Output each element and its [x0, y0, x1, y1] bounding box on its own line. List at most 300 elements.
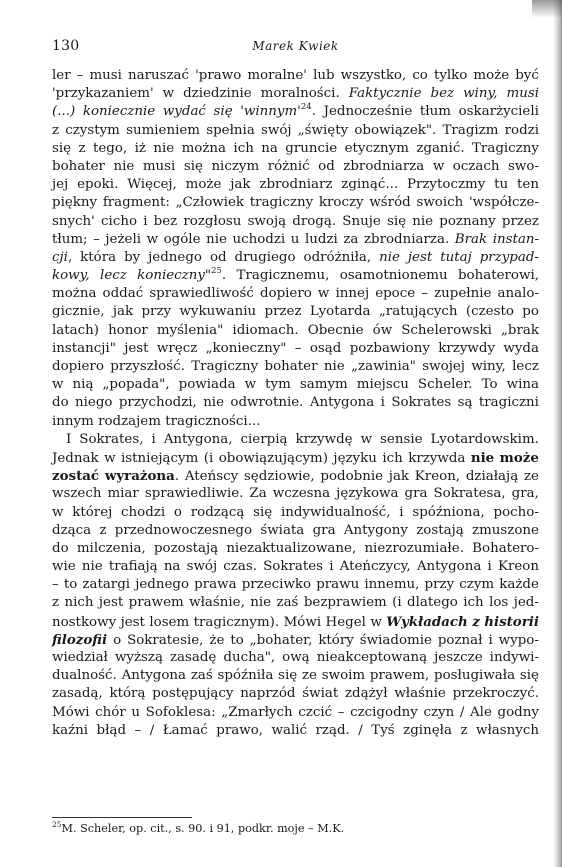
word-part: odróżniła, — [303, 249, 372, 265]
word — [459, 103, 539, 121]
word-part: przez — [264, 304, 302, 320]
text-line — [52, 613, 539, 631]
text-line — [52, 213, 539, 231]
word — [476, 722, 539, 740]
word-part: z — [78, 140, 86, 156]
word — [455, 231, 487, 249]
word — [191, 667, 213, 685]
word-part: by — [124, 249, 141, 265]
word — [52, 158, 105, 176]
word — [99, 522, 106, 540]
word — [163, 722, 208, 740]
word-part: językowa — [336, 486, 399, 502]
word-part: na — [163, 559, 181, 575]
word-part: prawem, — [369, 668, 430, 684]
word — [187, 558, 218, 576]
word-part: Tragiczny — [191, 359, 259, 374]
word — [472, 540, 539, 558]
word — [232, 322, 298, 340]
word-part: innym — [52, 413, 94, 429]
word — [209, 632, 224, 650]
text-line — [52, 413, 539, 431]
word-part: spóźniła — [217, 668, 274, 684]
word-part: i — [399, 504, 404, 520]
word — [119, 394, 197, 412]
word — [174, 504, 182, 522]
word-part: osąd — [309, 340, 342, 356]
word — [508, 158, 539, 176]
word — [351, 358, 416, 376]
word-part: trafiają — [108, 559, 158, 575]
word — [277, 594, 299, 612]
word — [52, 249, 72, 267]
word — [163, 103, 206, 121]
word — [499, 576, 539, 594]
word — [273, 485, 330, 503]
word-part: bohater — [264, 359, 318, 374]
text-line — [52, 122, 539, 140]
word-part: i — [487, 559, 492, 575]
word-part: może — [499, 449, 539, 466]
word-part: (...) — [52, 104, 76, 120]
word — [319, 194, 364, 212]
word — [203, 394, 224, 412]
word-part: zostać — [52, 468, 100, 485]
word-part: Za — [249, 486, 267, 502]
word — [417, 558, 481, 576]
word — [399, 504, 403, 522]
word — [105, 467, 179, 486]
word-part: musi — [142, 158, 176, 174]
word — [107, 485, 138, 503]
word — [232, 231, 285, 249]
word — [453, 158, 500, 176]
word — [373, 322, 393, 340]
word-part: się — [213, 104, 233, 120]
text-line — [52, 558, 539, 576]
word — [423, 704, 454, 722]
word-part: bohater — [52, 158, 105, 174]
word-part: gra — [404, 486, 428, 502]
word-part: gruncie — [285, 140, 338, 156]
word — [97, 722, 126, 740]
word-part: która — [80, 249, 117, 265]
word-part: bezprawiem — [303, 595, 387, 611]
word-part: ludzi — [304, 231, 338, 247]
word — [349, 85, 422, 103]
word — [226, 540, 356, 558]
word — [434, 667, 515, 685]
word — [219, 450, 328, 468]
word-part: postępujący — [152, 686, 234, 702]
word-part: u — [290, 231, 300, 247]
word-part: musi — [506, 86, 539, 102]
word-part: Antygony — [343, 522, 408, 538]
word — [472, 613, 480, 632]
word — [241, 431, 288, 449]
word-part: zasadę — [169, 650, 217, 665]
word-part: idiomach. — [232, 322, 299, 338]
word — [418, 376, 473, 394]
word-part: jest — [407, 249, 433, 265]
word — [364, 231, 449, 249]
word — [487, 558, 491, 576]
word-part: gra, — [511, 486, 539, 502]
word-part: że — [209, 632, 225, 648]
word-part: której — [72, 504, 113, 520]
word-part: czas. — [223, 559, 257, 575]
word-part: i — [143, 213, 148, 229]
word-part: Ateńczycy, — [339, 559, 411, 575]
text-line — [52, 67, 539, 85]
word — [379, 303, 458, 321]
word — [245, 376, 256, 394]
word — [77, 67, 84, 85]
word-part: honor — [108, 322, 148, 338]
word — [463, 594, 483, 612]
word — [204, 450, 214, 468]
word — [431, 85, 455, 103]
word — [52, 103, 75, 121]
word — [52, 540, 69, 558]
word-part: istniejącym — [121, 450, 199, 466]
word-part: instan- — [492, 231, 539, 247]
word-part: uchodzi — [232, 231, 286, 247]
word — [72, 504, 112, 522]
text-line — [52, 685, 539, 703]
word-part: Tragiczny — [472, 140, 539, 156]
word — [512, 358, 539, 376]
word — [52, 614, 116, 632]
word — [421, 285, 428, 303]
word-part: Więcej, — [127, 177, 177, 193]
word — [310, 340, 342, 358]
word-part: można — [181, 140, 226, 156]
word-part: sprawiedliwość — [149, 286, 254, 302]
word-part: w — [104, 450, 116, 466]
word — [317, 649, 427, 667]
word-part: przez — [501, 213, 539, 229]
word-part: z — [52, 122, 60, 138]
word-part: się — [386, 213, 407, 229]
word-part: właśnie — [394, 686, 446, 702]
word — [459, 576, 494, 594]
word-part: „Człowiek — [175, 195, 245, 211]
word-part: moralne' — [247, 68, 307, 83]
word-part: ler — [52, 68, 71, 83]
word-part: Jednocześnie — [323, 104, 413, 120]
word-part: oskarżycieli — [458, 104, 539, 120]
word — [250, 594, 271, 612]
word-part: w — [244, 377, 257, 393]
word-part: zginąć... — [341, 177, 399, 193]
word — [333, 450, 376, 468]
word-part: indywi- — [489, 650, 539, 665]
word — [52, 376, 63, 394]
word-part: prawu — [316, 577, 360, 593]
word-part: świata — [260, 522, 305, 538]
word-part: cicho — [101, 213, 138, 229]
word — [93, 140, 127, 158]
word — [260, 285, 312, 303]
text-line — [52, 358, 539, 376]
word — [281, 504, 391, 522]
text-line — [52, 394, 539, 412]
word — [282, 649, 310, 667]
word-part: się — [253, 504, 273, 520]
word — [433, 158, 444, 176]
word — [143, 158, 175, 176]
word-part: się — [278, 668, 298, 684]
word — [324, 358, 345, 376]
word — [221, 704, 292, 722]
word-part: chodzi — [121, 504, 166, 520]
word-part: Jednak — [52, 450, 99, 466]
word — [165, 413, 260, 431]
word — [318, 158, 335, 176]
word-part: niczym — [211, 158, 260, 174]
word — [151, 431, 155, 449]
word — [75, 394, 112, 412]
word — [326, 614, 366, 632]
word — [472, 522, 539, 540]
word — [473, 67, 509, 85]
word — [164, 431, 233, 449]
word-part: „bohater, — [249, 632, 313, 648]
word — [98, 413, 165, 431]
word — [498, 285, 539, 303]
word-part: ich — [382, 450, 403, 466]
word — [147, 231, 158, 249]
word-part: Tyś — [371, 722, 395, 738]
word-part: ogóle — [163, 231, 201, 247]
word — [308, 322, 364, 340]
word — [52, 631, 107, 650]
word — [79, 140, 86, 158]
word — [157, 340, 197, 358]
word-part: zganić. — [416, 140, 465, 156]
word-part: Antygona — [121, 668, 187, 684]
word — [453, 685, 539, 703]
word — [505, 122, 539, 140]
word — [310, 303, 371, 321]
word-part: niezaktualizowane, — [226, 540, 357, 556]
word-part: filozofii — [52, 631, 108, 648]
word-part: cierpią — [240, 431, 288, 447]
word — [52, 285, 96, 303]
word-part: są — [457, 395, 473, 411]
word-part: wszystko, — [340, 68, 407, 83]
word — [260, 522, 304, 540]
word — [95, 704, 126, 722]
word-part: bez — [153, 213, 178, 229]
word — [517, 176, 539, 194]
word — [342, 213, 381, 231]
word-part: Hegel — [325, 614, 366, 630]
word — [458, 394, 473, 412]
word — [338, 704, 345, 722]
word — [149, 285, 254, 303]
word — [128, 67, 189, 85]
word-part: bez — [430, 86, 455, 102]
word-part: wyrażona — [104, 468, 175, 485]
word-part: „Zmarłych — [221, 704, 293, 720]
word-part: . — [221, 268, 227, 284]
word — [466, 468, 518, 486]
word-part: jeżeli — [105, 231, 142, 247]
word — [183, 85, 252, 103]
word — [249, 485, 266, 503]
word-part: " — [204, 268, 212, 284]
word-part: zginęła — [403, 722, 452, 738]
word-part: przednowoczesnego — [114, 522, 253, 538]
word — [248, 213, 287, 231]
word-part: Tragizm — [442, 122, 499, 138]
word-part: jak — [388, 469, 410, 485]
word-part: tragicznym). — [193, 614, 280, 630]
word-part: . — [174, 469, 180, 485]
word — [113, 303, 133, 321]
word-part: nie — [250, 595, 272, 611]
word — [52, 649, 108, 667]
word-part: swoją — [247, 213, 287, 229]
word — [434, 485, 506, 503]
word-part: czcigodny — [350, 704, 418, 720]
word-part: obowiązek". — [354, 122, 437, 138]
word-part: zupełnie — [434, 286, 492, 302]
word-part: tłum — [419, 104, 451, 120]
footnote-reference: 25 — [211, 266, 222, 277]
word — [425, 576, 455, 594]
word-part: z — [472, 613, 480, 630]
word — [479, 394, 539, 412]
word-part: naruszać — [127, 68, 190, 83]
word — [514, 594, 539, 612]
word-part: gra — [312, 522, 336, 538]
word — [263, 558, 323, 576]
word-part: się — [519, 668, 539, 684]
text-line — [52, 649, 539, 667]
page-corner-shadow — [532, 0, 562, 18]
word-part: zbrodniarza. — [363, 231, 450, 247]
word — [499, 632, 539, 650]
word — [233, 140, 253, 158]
word — [121, 504, 165, 522]
word — [89, 67, 121, 85]
word — [52, 522, 91, 540]
word-part: nieakceptowaną — [316, 650, 428, 665]
word-part: ten — [517, 177, 539, 193]
word — [52, 340, 116, 358]
word — [458, 267, 539, 285]
word-part: indywidualność, — [280, 504, 391, 520]
word-part: nie — [203, 395, 225, 411]
word-part: nią — [72, 377, 94, 393]
word-part: nie — [113, 158, 135, 174]
word — [471, 358, 505, 376]
word-part: zaś — [190, 668, 213, 684]
word — [502, 213, 539, 231]
word-part: nie — [470, 449, 495, 466]
word-part: zaś — [276, 595, 299, 611]
text-line — [52, 231, 539, 249]
word — [104, 450, 115, 468]
word-part: dopiero — [52, 359, 104, 374]
word — [392, 594, 402, 612]
word — [265, 376, 291, 394]
word — [240, 685, 295, 703]
word — [358, 722, 363, 740]
word-part: Sokrates — [391, 395, 452, 411]
word-part: z — [99, 522, 107, 538]
word — [295, 340, 302, 358]
word — [244, 468, 315, 486]
word — [52, 194, 97, 212]
word — [507, 85, 539, 103]
word-part: dząca — [52, 522, 92, 538]
word — [184, 158, 203, 176]
word-part: zbrodniarz — [259, 177, 333, 193]
word — [391, 394, 451, 412]
word — [52, 140, 71, 158]
word — [350, 340, 430, 358]
word-part: to — [63, 577, 78, 593]
text-line — [52, 285, 539, 303]
word-part: co — [412, 68, 428, 83]
word — [439, 213, 496, 231]
word — [176, 194, 244, 212]
word-part: do — [52, 540, 69, 556]
word — [77, 540, 146, 558]
word — [216, 722, 263, 740]
word-part: lub — [313, 68, 335, 83]
word-part: – — [337, 704, 345, 720]
word-part: świadomie — [359, 632, 432, 648]
word — [360, 632, 432, 650]
word-part: Mówi — [283, 614, 322, 630]
word — [64, 594, 93, 612]
word-part: rozgłosu — [183, 213, 242, 229]
word-part: historii — [484, 613, 539, 630]
word-part: – — [52, 577, 59, 593]
word — [52, 467, 99, 486]
word-part: zostają — [416, 522, 464, 538]
word-part: i — [488, 632, 493, 648]
word — [522, 303, 539, 321]
word — [115, 649, 163, 667]
word — [305, 231, 338, 249]
word — [484, 613, 539, 632]
word-part: posługiwała — [434, 668, 516, 684]
word — [507, 376, 539, 394]
word — [250, 194, 313, 212]
word — [149, 614, 189, 632]
word — [313, 522, 336, 540]
word-part: osamotnionemu — [339, 268, 448, 284]
footnote-text: M. Scheler, op. cit., s. 90. i 91, podkr. moje – M.K. — [61, 822, 345, 835]
word — [186, 176, 222, 194]
word-part: Schelerowski — [401, 322, 492, 338]
word — [206, 231, 227, 249]
word-part: wykuwaniu — [179, 304, 257, 320]
word — [304, 594, 387, 612]
word-part: epoce — [375, 286, 416, 302]
word-part: prawem — [128, 595, 184, 611]
word-part: właśnie, — [189, 595, 245, 611]
word — [261, 122, 292, 140]
word-part: lecz — [512, 359, 539, 374]
word-part: się — [52, 140, 72, 156]
